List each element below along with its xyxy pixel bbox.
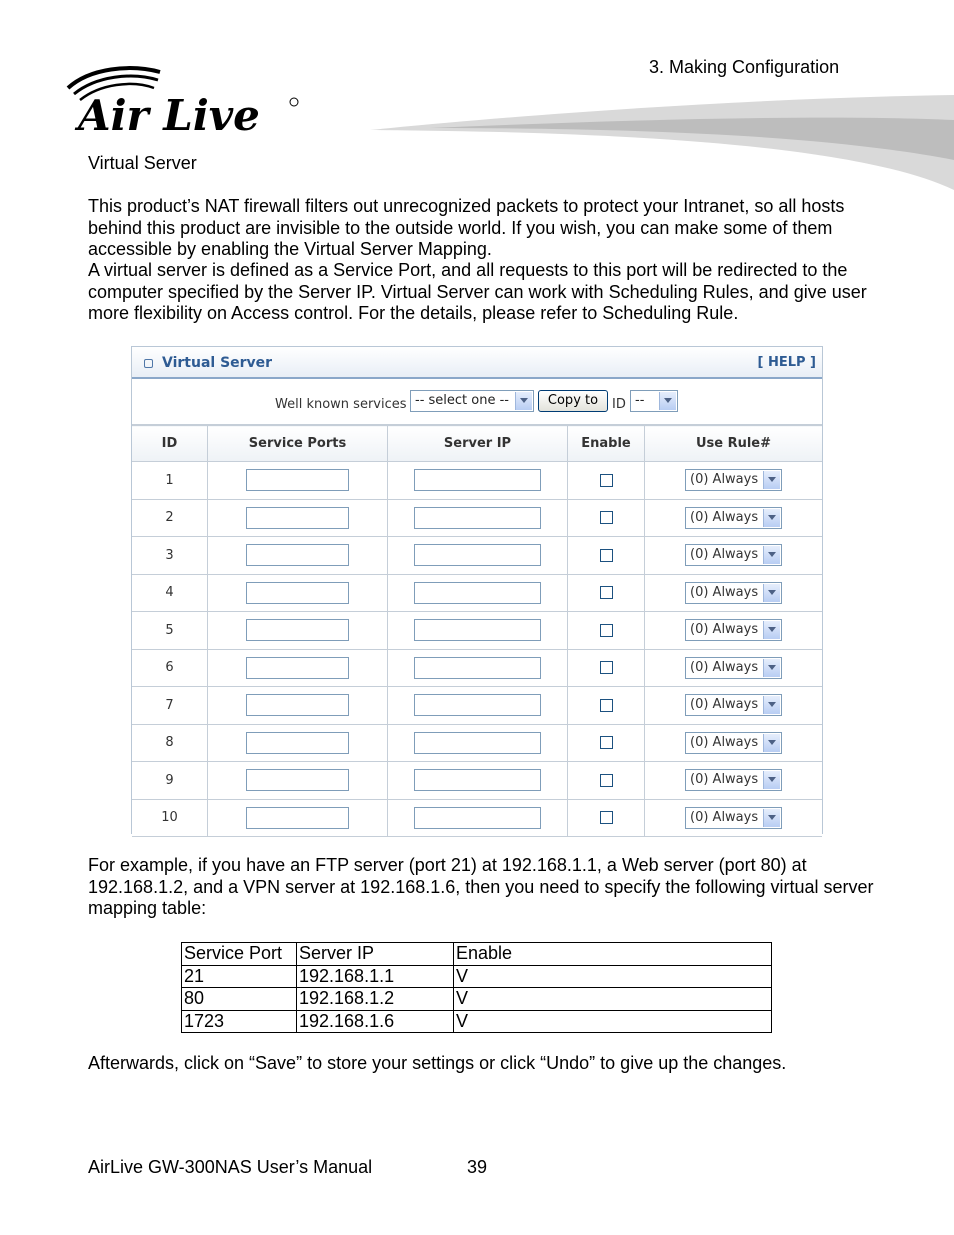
table-row [182,1010,772,1033]
enable-cell [568,462,645,500]
enable-checkbox[interactable] [600,699,613,712]
service-ports-cell [208,499,388,537]
footer-page-number: 39 [467,1157,488,1177]
table-row [132,762,822,800]
cell-enable: V [454,1010,772,1033]
use-rule-select[interactable] [685,619,782,641]
use-rule-select[interactable] [685,469,782,491]
virtual-server-table [132,425,822,837]
table-row [182,965,772,988]
chevron-down-icon [763,471,780,489]
use-rule-value: (0) Always [690,472,759,488]
header-service-port: Service Port [182,943,297,966]
table-header-row [132,426,822,462]
service-ports-input[interactable] [246,582,349,604]
panel-bullet-icon [144,359,153,368]
use-rule-select[interactable] [685,507,782,529]
service-ports-input[interactable] [246,732,349,754]
row-id: 5 [132,612,208,650]
server-ip-cell [388,574,568,612]
server-ip-cell [388,612,568,650]
column-header-id: ID [132,426,208,462]
enable-cell [568,649,645,687]
chevron-down-icon [515,392,532,410]
table-row [132,799,822,837]
afterwards-paragraph: Afterwards, click on “Save” to store your settings or click “Undo” to give up the changes. [88,1053,787,1073]
chevron-down-icon [659,392,676,410]
copy-to-button[interactable]: Copy to [538,390,608,412]
row-id: 3 [132,537,208,575]
header-swoosh [370,90,954,200]
server-ip-cell [388,499,568,537]
enable-cell [568,799,645,837]
column-header-service-ports: Service Ports [208,426,388,462]
server-ip-input[interactable] [414,732,541,754]
enable-checkbox[interactable] [600,624,613,637]
server-ip-input[interactable] [414,769,541,791]
service-ports-cell [208,724,388,762]
chevron-down-icon [763,809,780,827]
service-ports-cell [208,612,388,650]
enable-cell [568,724,645,762]
cell-service-port: 21 [182,965,297,988]
table-row [132,499,822,537]
id-select-value: -- [635,393,645,408]
server-ip-input[interactable] [414,469,541,491]
example-paragraph: For example, if you have an FTP server (port 21) at 192.168.1.1, a Web server (port 80) at 192.168.1.2, and a VPN server at 192.168.1.6, then you need to specify the following virtual server mapping table: [88,855,874,918]
chevron-down-icon [763,696,780,714]
chevron-down-icon [763,659,780,677]
row-id: 2 [132,499,208,537]
cell-service-port: 1723 [182,1010,297,1033]
server-ip-cell [388,724,568,762]
use-rule-cell [645,799,823,837]
table-row [132,462,822,500]
airlive-logo [60,64,310,139]
cell-server-ip: 192.168.1.1 [297,965,454,988]
service-ports-input[interactable] [246,694,349,716]
use-rule-value: (0) Always [690,734,759,750]
chevron-down-icon [763,546,780,564]
server-ip-input[interactable] [414,507,541,529]
server-ip-input[interactable] [414,807,541,829]
enable-cell [568,574,645,612]
use-rule-select[interactable] [685,769,782,791]
virtual-server-panel [131,346,823,834]
enable-checkbox[interactable] [600,736,613,749]
enable-checkbox[interactable] [600,474,613,487]
service-ports-cell [208,537,388,575]
use-rule-value: (0) Always [690,659,759,675]
use-rule-value: (0) Always [690,772,759,788]
service-ports-cell [208,462,388,500]
use-rule-value: (0) Always [690,622,759,638]
chevron-down-icon [763,621,780,639]
use-rule-value: (0) Always [690,547,759,563]
server-ip-input[interactable] [414,582,541,604]
server-ip-cell [388,687,568,725]
use-rule-value: (0) Always [690,697,759,713]
well-known-services-row [132,379,822,425]
chevron-down-icon [763,584,780,602]
row-id: 8 [132,724,208,762]
use-rule-value: (0) Always [690,809,759,825]
id-select[interactable] [630,390,678,412]
cell-enable: V [454,988,772,1011]
row-id: 6 [132,649,208,687]
service-ports-input[interactable] [246,657,349,679]
enable-cell [568,762,645,800]
header-enable: Enable [454,943,772,966]
footer-manual-title: AirLive GW-300NAS User’s Manual [88,1157,373,1177]
chevron-down-icon [763,771,780,789]
table-row [132,649,822,687]
server-ip-input[interactable] [414,657,541,679]
use-rule-cell [645,649,823,687]
intro-paragraph-2: A virtual server is defined as a Service Port, and all requests to this port will be redirected to the computer specified by the Server IP. Virtual Server can work with Scheduling Rules, and give user more flexibility on Access control. For the details, please refer to Scheduling Rule. [88,260,867,323]
row-id: 9 [132,762,208,800]
enable-checkbox[interactable] [600,774,613,787]
cell-enable: V [454,965,772,988]
table-row [132,574,822,612]
well-known-services-label: Well known services [275,397,407,412]
row-id: 4 [132,574,208,612]
service-ports-input[interactable] [246,469,349,491]
use-rule-value: (0) Always [690,584,759,600]
use-rule-value: (0) Always [690,509,759,525]
use-rule-cell [645,724,823,762]
service-ports-input[interactable] [246,507,349,529]
svg-text:Air Live: Air Live [78,91,260,139]
row-id: 7 [132,687,208,725]
server-ip-cell [388,649,568,687]
well-known-services-value: -- select one -- [415,393,509,408]
service-ports-cell [208,649,388,687]
use-rule-cell [645,612,823,650]
server-ip-cell [388,462,568,500]
cell-server-ip: 192.168.1.2 [297,988,454,1011]
use-rule-cell [645,462,823,500]
service-ports-input[interactable] [246,807,349,829]
service-ports-input[interactable] [246,619,349,641]
use-rule-select[interactable] [685,732,782,754]
table-row [182,988,772,1011]
service-ports-cell [208,799,388,837]
well-known-services-select[interactable] [410,390,534,412]
table-row [132,724,822,762]
server-ip-cell [388,762,568,800]
service-ports-cell [208,687,388,725]
column-header-use-rule: Use Rule# [645,426,823,462]
enable-checkbox[interactable] [600,549,613,562]
table-row [132,612,822,650]
row-id: 1 [132,462,208,500]
enable-checkbox[interactable] [600,661,613,674]
cell-server-ip: 192.168.1.6 [297,1010,454,1033]
enable-cell [568,687,645,725]
use-rule-select[interactable] [685,582,782,604]
enable-checkbox[interactable] [600,511,613,524]
use-rule-cell [645,574,823,612]
column-header-server-ip: Server IP [388,426,568,462]
panel-header [132,347,822,379]
enable-checkbox[interactable] [600,586,613,599]
server-ip-cell [388,799,568,837]
chapter-heading: 3. Making Configuration [649,57,840,77]
cell-service-port: 80 [182,988,297,1011]
id-label: ID [612,397,626,412]
server-ip-cell [388,537,568,575]
server-ip-input[interactable] [414,694,541,716]
panel-title: Virtual Server [162,355,273,371]
table-row [132,537,822,575]
use-rule-select[interactable] [685,657,782,679]
service-ports-input[interactable] [246,544,349,566]
use-rule-cell [645,499,823,537]
intro-paragraph-1: This product’s NAT firewall filters out unrecognized packets to protect your Intranet, so all hosts behind this product are invisible to the outside world. If you wish, you can make some of them accessible by enabling the Virtual Server Mapping. [88,196,845,259]
column-header-enable: Enable [568,426,645,462]
example-mapping-table [181,942,772,1033]
table-row [132,687,822,725]
use-rule-cell [645,537,823,575]
enable-cell [568,499,645,537]
use-rule-cell [645,762,823,800]
header-server-ip: Server IP [297,943,454,966]
service-ports-cell [208,762,388,800]
section-title: Virtual Server [88,153,197,173]
row-id: 10 [132,799,208,837]
service-ports-input[interactable] [246,769,349,791]
service-ports-cell [208,574,388,612]
use-rule-select[interactable] [685,694,782,716]
chevron-down-icon [763,509,780,527]
enable-cell [568,537,645,575]
table-header-row [182,943,772,966]
enable-cell [568,612,645,650]
help-link[interactable]: [ HELP ] [757,355,816,370]
enable-checkbox[interactable] [600,811,613,824]
use-rule-select[interactable] [685,807,782,829]
chevron-down-icon [763,734,780,752]
use-rule-select[interactable] [685,544,782,566]
server-ip-input[interactable] [414,619,541,641]
server-ip-input[interactable] [414,544,541,566]
use-rule-cell [645,687,823,725]
